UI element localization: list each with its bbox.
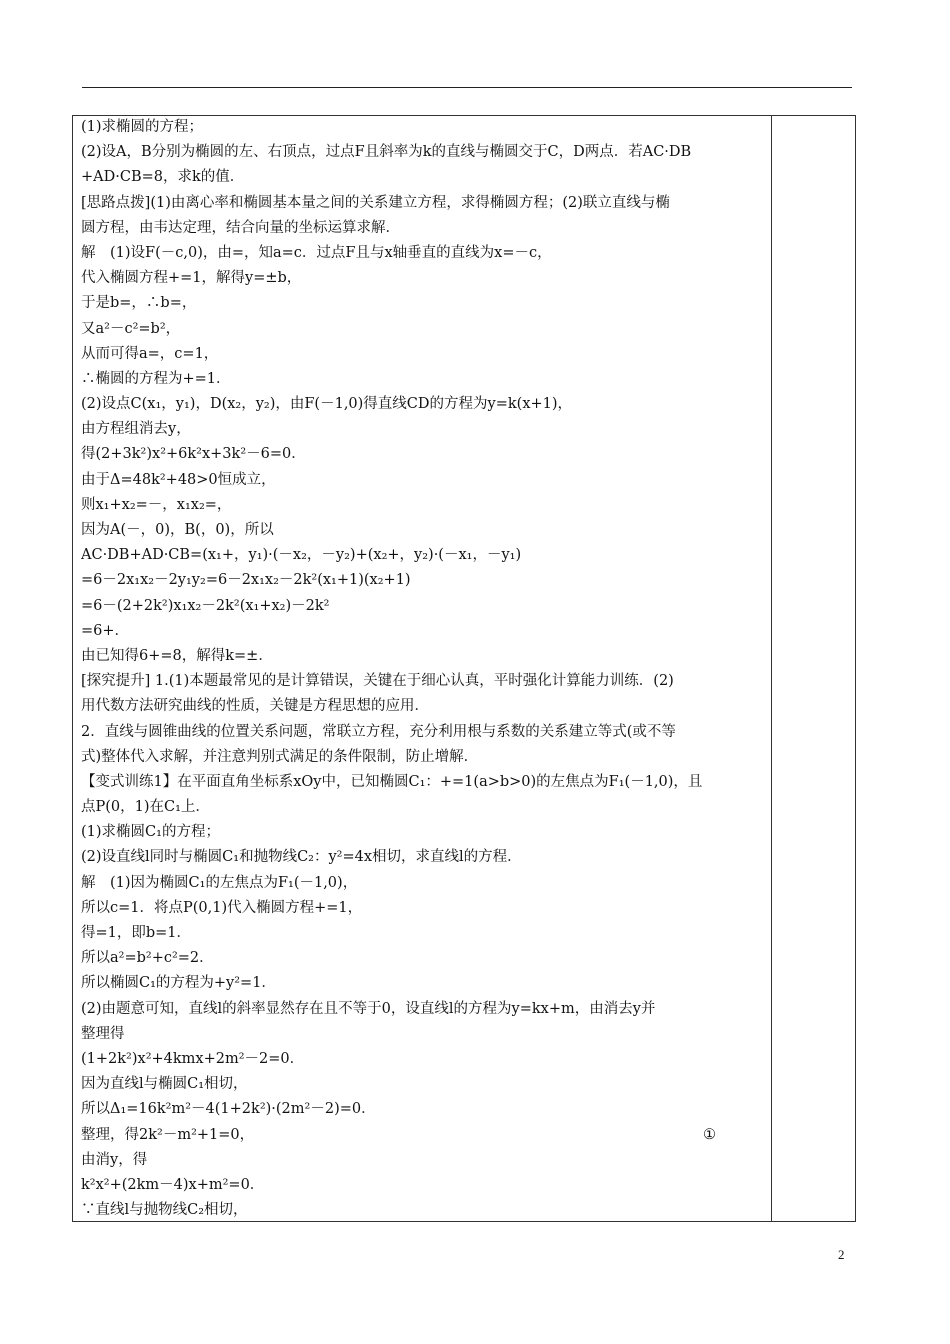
text-line: 点P(0，1)在C₁上．	[81, 799, 210, 816]
text-line: 因为A(－，0)，B(，0)，所以	[81, 522, 274, 538]
text-line: 用代数方法研究曲线的性质，关键是方程思想的应用．	[81, 698, 429, 715]
text-line: =6+．	[81, 622, 130, 639]
text-line: (1)求椭圆C₁的方程；	[81, 824, 220, 841]
text-line: 解 (1)设F(－c,0)，由=，知a=c．过点F且与x轴垂直的直线为x=－c，	[81, 244, 552, 261]
text-line: 所以椭圆C₁的方程为+y²=1．	[81, 975, 276, 992]
text-line: (2)由题意可知，直线l的斜率显然存在且不等于0，设直线l的方程为y=kx+m，由消去y并	[81, 1000, 656, 1017]
text-line: =6－(2+2k²)x₁x₂－2k²(x₁+x₂)－2k²	[81, 597, 330, 614]
text-line: 于是b=，∴b=，	[81, 295, 197, 312]
text-line: 圆方程，由韦达定理，结合向量的坐标运算求解．	[81, 219, 400, 236]
text-line: 得(2+3k²)x²+6k²x+3k²－6=0．	[81, 446, 306, 463]
text-line: +AD·CB=8，求k的值．	[81, 169, 245, 186]
text-line: 代入椭圆方程+=1，解得y=±b，	[81, 270, 302, 287]
text-line: 因为直线l与椭圆C₁相切，	[81, 1076, 248, 1093]
text-line: (2)设点C(x₁，y₁)，D(x₂，y₂)，由F(－1,0)得直线CD的方程为y=k(x+1)，	[81, 396, 573, 413]
text-line: (2)设直线l同时与椭圆C₁和抛物线C₂：y²=4x相切，求直线l的方程．	[81, 849, 522, 866]
header-rule	[82, 87, 852, 88]
equation-marker: ①	[703, 1126, 716, 1143]
text-line: 2．直线与圆锥曲线的位置关系问题，常联立方程，充分利用根与系数的关系建立等式(或不等	[81, 723, 676, 740]
text-line: 【变式训练1】在平面直角坐标系xOy中，已知椭圆C₁：+=1(a>b>0)的左焦点为F₁(－1,0)，且	[81, 773, 703, 790]
text-line: ∴椭圆的方程为+=1．	[81, 370, 231, 387]
text-line: 得=1，即b=1．	[81, 925, 192, 941]
text-line-with-mark	[81, 1123, 765, 1148]
table-column-divider	[771, 115, 772, 1222]
text-line: k²x²+(2km－4)x+m²=0．	[81, 1176, 265, 1193]
text-line: 所以c=1．将点P(0,1)代入椭圆方程+=1，	[81, 899, 363, 916]
text-line: (1+2k²)x²+4kmx+2m²－2=0．	[81, 1050, 305, 1067]
text-line: 由消y，得	[81, 1151, 148, 1168]
text-line: (1)求椭圆的方程；	[81, 119, 204, 135]
text-line: [探究提升] 1.(1)本题最常见的是计算错误，关键在于细心认真，平时强化计算能力训练．(2)	[81, 673, 674, 690]
text-line: 所以Δ₁=16k²m²－4(1+2k²)·(2m²－2)=0．	[81, 1101, 376, 1118]
text-line: ∵直线l与抛物线C₂相切，	[81, 1202, 248, 1219]
text-line: 解 (1)因为椭圆C₁的左焦点为F₁(－1,0)，	[81, 874, 358, 891]
text-line: 所以a²=b²+c²=2．	[81, 950, 214, 967]
page-number: 2	[838, 1247, 845, 1262]
text-line: [思路点拨](1)由离心率和椭圆基本量之间的关系建立方程，求得椭圆方程；(2)联立直线与椭	[81, 194, 670, 211]
text-line: 则x₁+x₂=－，x₁x₂=，	[81, 496, 232, 513]
text-line: 整理得	[81, 1025, 125, 1042]
text-line: 从而可得a=，c=1，	[81, 345, 219, 362]
text-line: 由于Δ=48k²+48>0恒成立，	[81, 471, 276, 488]
text-line: 由方程组消去y，	[81, 421, 191, 438]
solution-text	[81, 115, 765, 1223]
text-line: AC·DB+AD·CB=(x₁+，y₁)·(－x₂，－y₂)+(x₂+，y₂)·(－x₁，－y₁)	[81, 547, 522, 564]
text-line: 式)整体代入求解，并注意判别式满足的条件限制，防止增解．	[81, 748, 479, 765]
text-line: =6－2x₁x₂－2y₁y₂=6－2x₁x₂－2k²(x₁+1)(x₂+1)	[81, 572, 411, 589]
text-line: (2)设A，B分别为椭圆的左、右顶点，过点F且斜率为k的直线与椭圆交于C，D两点．若AC·DB	[81, 144, 692, 161]
text-line: 由已知得6+=8，解得k=±．	[81, 647, 273, 664]
text-line: 整理，得2k²－m²+1=0，	[81, 1126, 255, 1143]
text-line: 又a²－c²=b²，	[81, 320, 181, 337]
